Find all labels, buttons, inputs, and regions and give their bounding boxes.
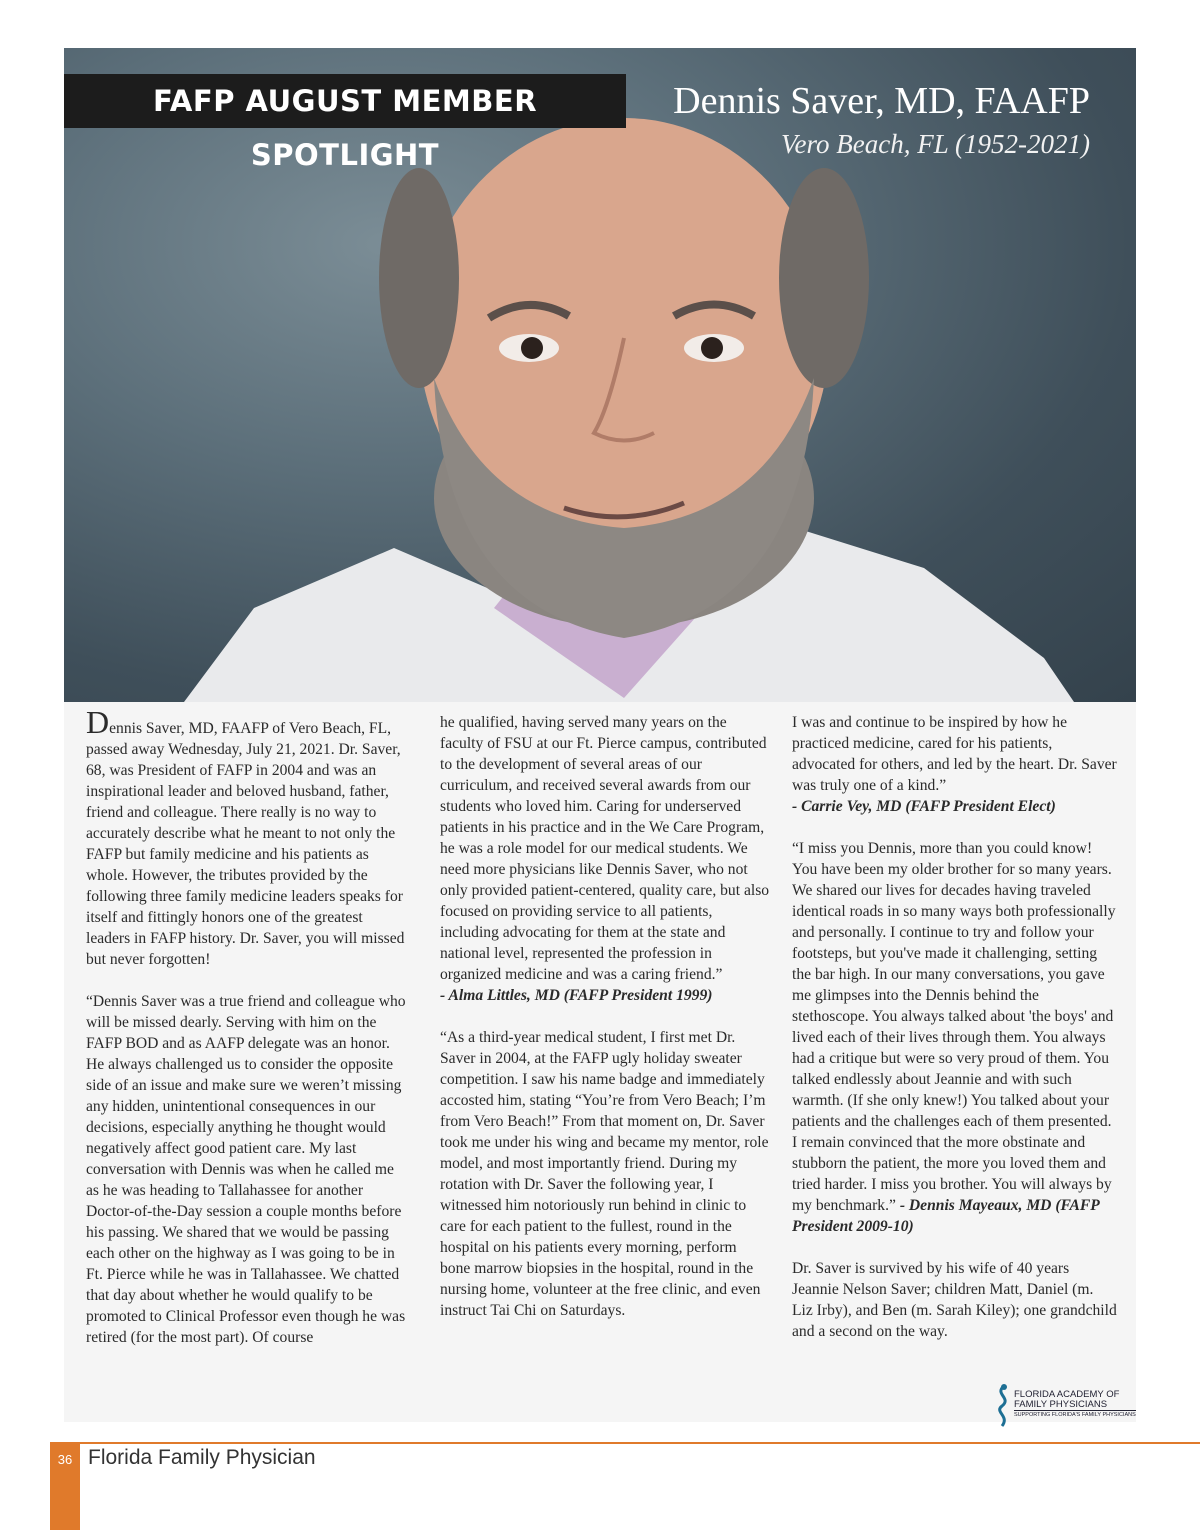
spotlight-banner: FAFP AUGUST MEMBER SPOTLIGHT bbox=[64, 74, 626, 128]
intro-paragraph bbox=[86, 704, 408, 970]
logo-line-2: FAMILY PHYSICIANS bbox=[1014, 1399, 1108, 1410]
tribute-paragraph: I was and continue to be inspired by how he practiced medicine, cared for his patients, advocated for others, and led by the heart. Dr. Saver was truly one of a kind.” bbox=[792, 714, 1117, 794]
tribute-signature: - Carrie Vey, MD (FAFP President Elect) bbox=[792, 798, 1056, 815]
member-name: Dennis Saver, MD, FAAFP bbox=[673, 80, 1090, 122]
survivors-paragraph: Dr. Saver is survived by his wife of 40 years Jeannie Nelson Saver; children Matt, Daniel (m. Liz Irby), and Ben (m. Sarah Kiley); one grandchild and a second on the way. bbox=[792, 1260, 1117, 1340]
intro-text: ennis Saver, MD, FAAFP of Vero Beach, FL, passed away Wednesday, July 21, 2021. Dr. Saver, 68, was President of FAFP in 2004 and was an inspirational leader and beloved husband, father, friend and colleague. There really is no way to accurately describe what he meant to not only the FAFP but family medicine and his patients as whole. However, the tributes provided by the following three family medicine leaders speaks for itself and fittingly honors one of the greatest leaders in FAFP history. Dr. Saver, you will missed but never forgotten! bbox=[86, 720, 405, 968]
footer-rule bbox=[50, 1442, 1200, 1444]
article-column-3 bbox=[792, 712, 1118, 1363]
article-column-1 bbox=[86, 704, 408, 1369]
tribute-paragraph bbox=[792, 838, 1118, 1237]
tribute-paragraph: “Dennis Saver was a true friend and colleague who will be missed dearly. Serving with him on the FAFP BOD and as AAFP delegate was an honor. He always challenged us to consider the opposite side of an issue and make sure we weren’t missing any hidden, unintentional consequences in our decisions, especially anything he thought would negatively affect good patient care. My last conversation with Dennis was when he called me as he was heading to Tallahassee for another Doctor-of-the-Day session a couple months before his passing. We shared that we would be passing each other on the highway as I was going to be in Ft. Pierce while he was in Tallahassee. We chatted that day about whether he would qualify to be promoted to Clinical Professor even though he was retired (for the most part). Of course bbox=[86, 993, 406, 1346]
logo-line-1: FLORIDA ACADEMY OF bbox=[1014, 1389, 1120, 1400]
tribute-paragraph: “As a third-year medical student, I first met Dr. Saver in 2004, at the FAFP ugly holiday sweater competition. I saw his name badge and immediately accosted him, stating “You’re from Vero Beach; I’m from Vero Beach!” From that moment on, Dr. Saver took me under his wing and became my mentor, role model, and most importantly friend. During my rotation with Dr. Saver the following year, I witnessed him notoriously run behind in clinic to care for each patient to the fullest, round in the hospital on his patients every morning, perform bone marrow biopsies in the hospital, round in the nursing home, volunteer at the free clinic, and even instruct Tai Chi on Saturdays. bbox=[440, 1029, 769, 1319]
drop-cap: D bbox=[86, 704, 110, 740]
publication-title: Florida Family Physician bbox=[88, 1446, 316, 1469]
logo-line-3: SUPPORTING FLORIDA'S FAMILY PHYSICIANS bbox=[1014, 1412, 1136, 1418]
member-location-years: Vero Beach, FL (1952-2021) bbox=[781, 129, 1090, 159]
tribute-text: “I miss you Dennis, more than you could know! You have been my older brother for so many years. We shared our lives for decades having traveled identical roads in so many ways both professionally and personally. I continue to try and follow your footsteps, but you've made it challenging, setting the bar high. In our many conversations, you gave me glimpses into the Dennis behind the stethoscope. You always talked about 'the boys' and lived each of their lives through them. You always had a critique but were so very proud of them. You talked endlessly about Jeannie and with such warmth. (If she only knew!) You talked about your patients and the challenges each of them presented. I remain convinced that the more obstinate and stubborn the patient, the more you loved them and tried harder. I miss you brother. You will always by my benchmark.” bbox=[792, 840, 1116, 1214]
tribute-paragraph: he qualified, having served many years on the faculty of FSU at our Ft. Pierce campus, contributed to the development of several areas of our curriculum, and received several awards from our students who loved him. Caring for underserved patients in his practice and in the We Care Program, he was a role model for our medical students. We need more physicians like Dennis Saver, who not only provided patient-centered, quality care, but also focused on providing service to all patients, including advocating for them at the state and national level, represented the profession in organized medicine and was a caring friend.” bbox=[440, 714, 770, 983]
tribute-signature: - Dennis Mayeaux, MD (FAFP President 2009-10) bbox=[792, 1197, 1100, 1235]
fafp-logo-text bbox=[1014, 1390, 1136, 1419]
page-number: 36 bbox=[57, 1452, 73, 1467]
tribute-signature: - Alma Littles, MD (FAFP President 1999) bbox=[440, 987, 713, 1004]
article-column-2 bbox=[440, 712, 770, 1342]
